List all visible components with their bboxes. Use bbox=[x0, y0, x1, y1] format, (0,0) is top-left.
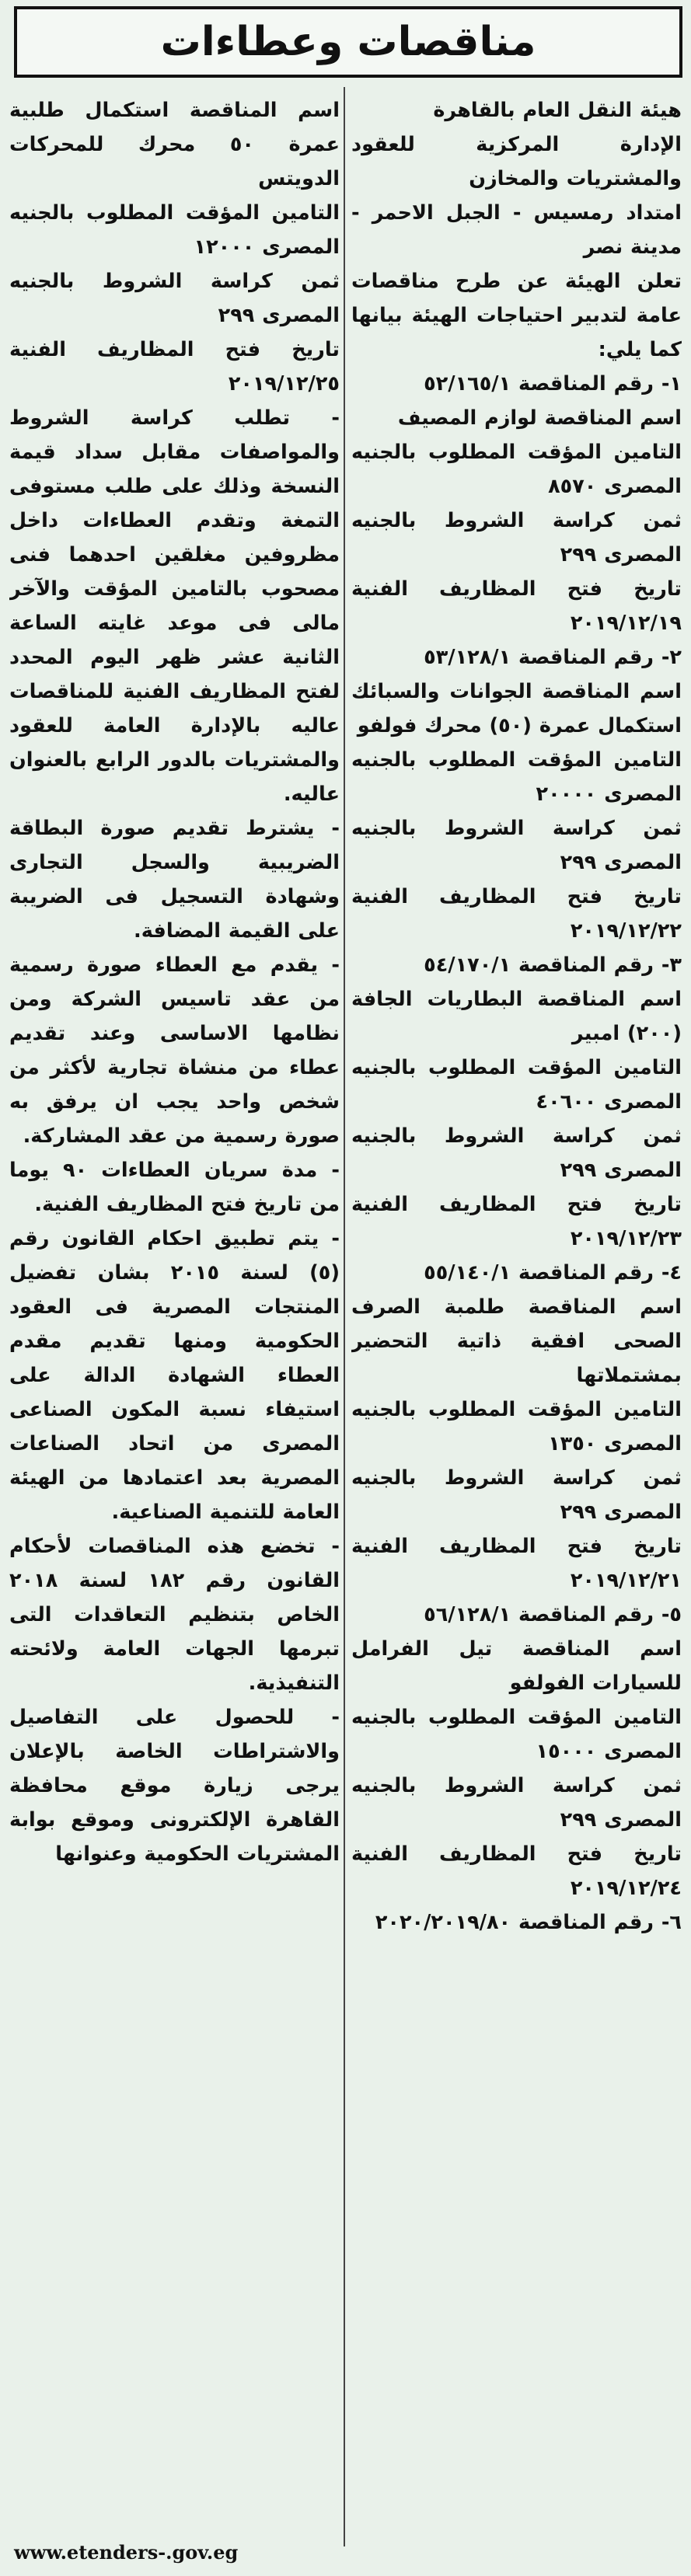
tender-4-number: ٤- رقم المناقصة ٥٥/١٤٠/١ bbox=[424, 1261, 682, 1285]
tender-4-booklet-price: ثمن كراسة الشروط بالجنيه المصرى ٢٩٩ bbox=[351, 1466, 682, 1524]
org-name: هيئة النقل العام بالقاهرة bbox=[433, 99, 682, 122]
tender-6-booklet-price: ثمن كراسة الشروط بالجنيه المصرى ٢٩٩ bbox=[9, 270, 340, 327]
tender-1-number: ١- رقم المناقصة ٥٢/١٦٥/١ bbox=[424, 372, 682, 396]
tender-5-number: ٥- رقم المناقصة ٥٦/١٢٨/١ bbox=[424, 1603, 682, 1626]
tender-1-deposit: التامين المؤقت المطلوب بالجنيه المصرى ٨٥٧٠ bbox=[351, 441, 682, 498]
intro-text: تعلن الهيئة عن طرح مناقصات عامة لتدبير احتياجات الهيئة بيانها كما يلي: bbox=[351, 270, 682, 361]
tender-6-opening-date: تاريخ فتح المظاريف الفنية ٢٠١٩/١٢/٢٥ bbox=[9, 338, 340, 396]
tender-5-opening-date: تاريخ فتح المظاريف الفنية ٢٠١٩/١٢/٢٤ bbox=[351, 1842, 682, 1900]
condition-local-products: - يتم تطبيق احكام القانون رقم (٥) لسنة ٢٠١٥ بشان تفضيل المنتجات المصرية فى العقود الحكومية ومنها تقديم مقدم العطاء الشهادة الدالة على استيفاء نسبة المكون الصناعى المصرى من اتحاد الصناعات المصرية بعد اعتمادها من الهيئة العامة للتنمية الصناعية. bbox=[9, 1227, 340, 1524]
column-divider bbox=[344, 87, 345, 2546]
tender-5-deposit: التامين المؤقت المطلوب بالجنيه المصرى ١٥٠٠٠ bbox=[351, 1706, 682, 1763]
tender-3-name: اسم المناقصة البطاريات الجافة (٢٠٠) امبير bbox=[351, 988, 682, 1045]
tender-1-opening-date: تاريخ فتح المظاريف الفنية ٢٠١٩/١٢/١٩ bbox=[351, 577, 682, 635]
tender-5-booklet-price: ثمن كراسة الشروط بالجنيه المصرى ٢٩٩ bbox=[351, 1774, 682, 1832]
tender-4-deposit: التامين المؤقت المطلوب بالجنيه المصرى ١٣٥٠ bbox=[351, 1398, 682, 1455]
condition-law-182: - تخضع هذه المناقصات لأحكام القانون رقم ١٨٢ لسنة ٢٠١٨ الخاص بتنظيم التعاقدات التى تبرمها الجهات العامة ولائحته التنفيذية. bbox=[9, 1535, 340, 1695]
tender-3-booklet-price: ثمن كراسة الشروط بالجنيه المصرى ٢٩٩ bbox=[351, 1124, 682, 1182]
condition-website-info: - للحصول على التفاصيل والاشتراطات الخاصة بالإعلان يرجى زيارة موقع محافظة القاهرة الإلكترونى وموقع بوابة المشتريات الحكومية وعنوانها bbox=[9, 1706, 340, 1866]
tender-4-opening-date: تاريخ فتح المظاريف الفنية ٢٠١٩/١٢/٢١ bbox=[351, 1535, 682, 1592]
etenders-url[interactable]: www.etenders-.gov.eg bbox=[14, 2541, 239, 2564]
tender-3-opening-date: تاريخ فتح المظاريف الفنية ٢٠١٩/١٢/٢٣ bbox=[351, 1193, 682, 1250]
condition-tax-card: - يشترط تقديم صورة البطاقة الضريبية والسجل التجارى وشهادة التسجيل فى الضريبة على القيمة المضافة. bbox=[9, 817, 340, 943]
section-title: مناقصات وعطاءات bbox=[160, 19, 536, 65]
tender-2-number: ٢- رقم المناقصة ٥٣/١٢٨/١ bbox=[424, 646, 682, 669]
tender-4-name: اسم المناقصة طلمبة الصرف الصحى افقية ذاتية التحضير بمشتملاتها bbox=[351, 1295, 682, 1387]
tender-2-name: اسم المناقصة الجوانات والسبائك استكمال عمرة (٥٠) محرك فولفو bbox=[351, 680, 682, 737]
tender-2-booklet-price: ثمن كراسة الشروط بالجنيه المصرى ٢٩٩ bbox=[351, 817, 682, 874]
left-column bbox=[9, 93, 340, 2541]
tender-6-number: ٦- رقم المناقصة ٢٠٢٠/٢٠١٩/٨٠ bbox=[375, 1911, 682, 1934]
condition-validity: - مدة سريان العطاءات ٩٠ يوما من تاريخ فتح المظاريف الفنية. bbox=[9, 1159, 340, 1216]
tender-3-deposit: التامين المؤقت المطلوب بالجنيه المصرى ٤٠٦٠٠ bbox=[351, 1056, 682, 1114]
org-address: امتداد رمسيس - الجبل الاحمر - مدينة نصر bbox=[351, 201, 682, 259]
tender-3-number: ٣- رقم المناقصة ٥٤/١٧٠/١ bbox=[424, 953, 682, 977]
tender-1-booklet-price: ثمن كراسة الشروط بالجنيه المصرى ٢٩٩ bbox=[351, 509, 682, 566]
tender-6-deposit: التامين المؤقت المطلوب بالجنيه المصرى ١٢٠٠٠ bbox=[9, 201, 340, 259]
department-name: الإدارة المركزية للعقود والمشتريات والمخازن bbox=[351, 133, 682, 190]
tender-6-name: اسم المناقصة استكمال طلبية عمرة ٥٠ محرك للمحركات الدويتس bbox=[9, 99, 340, 190]
tender-2-deposit: التامين المؤقت المطلوب بالجنيه المصرى ٢٠٠٠٠ bbox=[351, 748, 682, 806]
tender-5-name: اسم المناقصة تيل الفرامل للسيارات الفولفو bbox=[351, 1637, 682, 1695]
right-column bbox=[351, 93, 682, 2541]
condition-submission: - تطلب كراسة الشروط والمواصفات مقابل سداد قيمة النسخة وذلك على طلب مستوفى التمغة وتقدم العطاءات داخل مظروفين مغلقين احدهما فنى مصحوب بالتامين المؤقت والآخر مالى فى موعد غايته الساعة الثانية عشر ظهر اليوم المحدد لفتح المظاريف الفنية للمناقصات عاليه بالإدارة العامة للعقود والمشتريات بالدور الرابع بالعنوان عاليه. bbox=[9, 406, 340, 806]
tender-2-opening-date: تاريخ فتح المظاريف الفنية ٢٠١٩/١٢/٢٢ bbox=[351, 885, 682, 943]
tender-1-name: اسم المناقصة لوازم المصيف bbox=[397, 406, 682, 430]
condition-company-contract: - يقدم مع العطاء صورة رسمية من عقد تاسيس الشركة ومن نظامها الاساسى وعند تقديم عطاء من منشاة تجارية لأكثر من شخص واحد يجب ان يرفق به صورة رسمية من عقد المشاركة. bbox=[9, 953, 340, 1148]
section-header-box bbox=[14, 6, 682, 78]
